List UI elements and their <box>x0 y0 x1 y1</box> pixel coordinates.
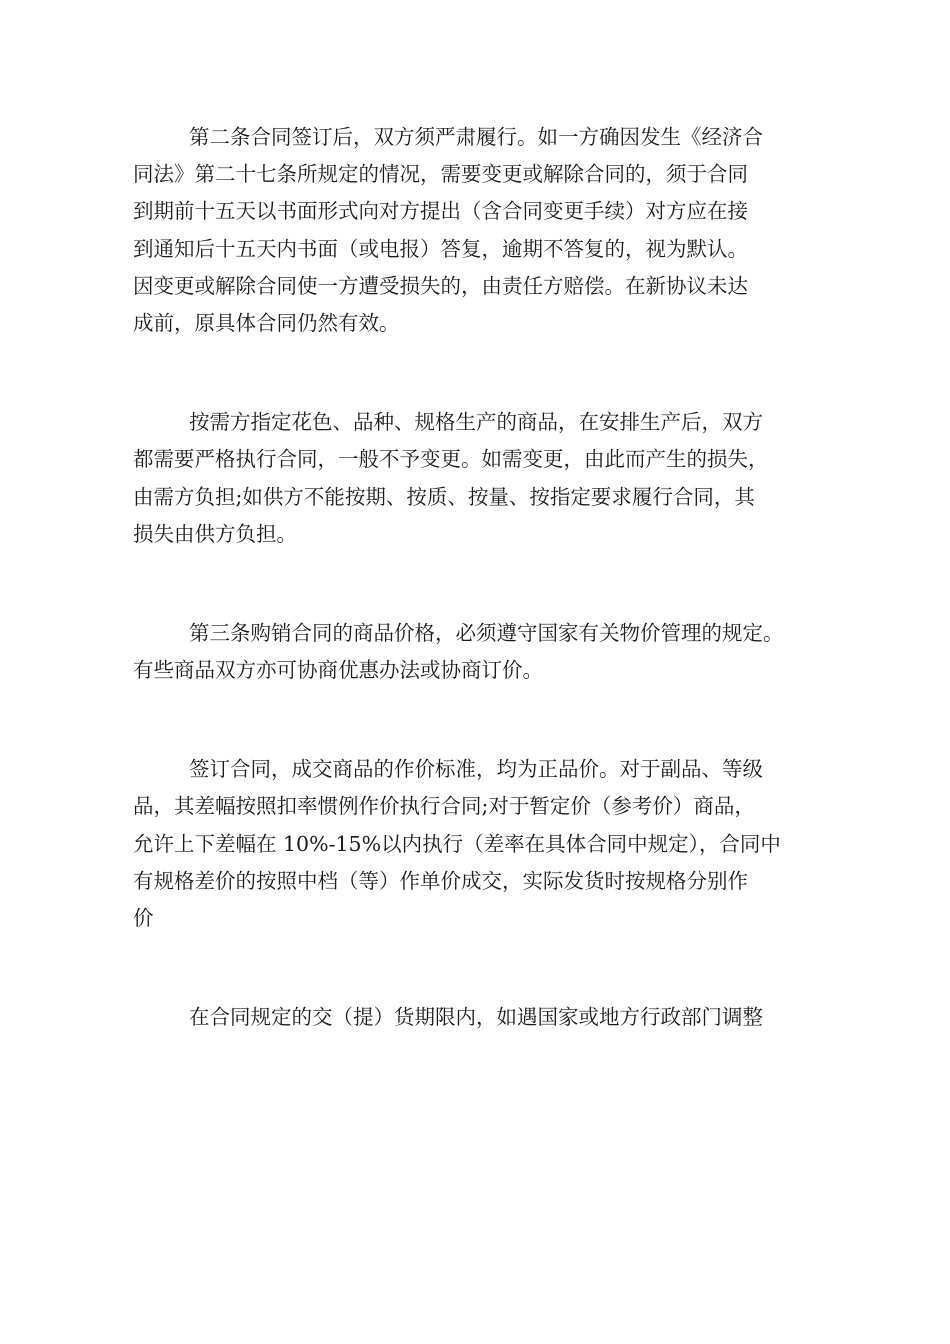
paragraph-line: 到期前十五天以书面形式向对方提出（含合同变更手续）对方应在接 <box>133 199 748 224</box>
paragraph-line: 损失由供方负担。 <box>133 521 297 546</box>
paragraph-line: 在合同规定的交（提）货期限内，如遇国家或地方行政部门调整 <box>189 1005 763 1030</box>
paragraph-pricing-standard <box>133 751 823 937</box>
paragraph-line: 按需方指定花色、品种、规格生产的商品，在安排生产后，双方 <box>189 410 763 435</box>
paragraph-line: 到通知后十五天内书面（或电报）答复，逾期不答复的，视为默认。 <box>133 236 748 261</box>
paragraph-line: 同法》第二十七条所规定的情况，需要变更或解除合同的，须于合同 <box>133 162 748 187</box>
paragraph-article-3 <box>133 615 823 689</box>
paragraph-line: 允许上下差幅在 10%-15%以内执行（差率在具体合同中规定），合同中 <box>133 831 781 856</box>
paragraph-line: 价 <box>133 906 154 930</box>
paragraph-line: 有规格差价的按照中档（等）作单价成交，实际发货时按规格分别作 <box>133 868 748 893</box>
paragraph-line: 由需方负担;如供方不能按期、按质、按量、按指定要求履行合同，其 <box>133 484 755 509</box>
document-page <box>133 119 823 1036</box>
paragraph-line: 品，其差幅按照扣率惯例作价执行合同;对于暂定价（参考价）商品， <box>133 794 755 819</box>
paragraph-line: 成前，原具体合同仍然有效。 <box>133 310 400 335</box>
paragraph-line: 有些商品双方亦可协商优惠办法或协商订价。 <box>133 658 543 683</box>
paragraph-line: 都需要严格执行合同，一般不予变更。如需变更，由此而产生的损失， <box>133 447 769 472</box>
paragraph-line: 因变更或解除合同使一方遭受损失的，由责任方赔偿。在新协议未达 <box>133 273 748 298</box>
paragraph-line: 签订合同，成交商品的作价标准，均为正品价。对于副品、等级 <box>189 757 763 782</box>
paragraph-custom-production <box>133 404 823 553</box>
paragraph-article-2 <box>133 119 823 342</box>
paragraph-delivery-period <box>133 999 823 1036</box>
paragraph-line: 第二条合同签订后，双方须严肃履行。如一方确因发生《经济合 <box>189 125 763 149</box>
paragraph-line: 第三条购销合同的商品价格，必须遵守国家有关物价管理的规定。 <box>189 620 784 645</box>
